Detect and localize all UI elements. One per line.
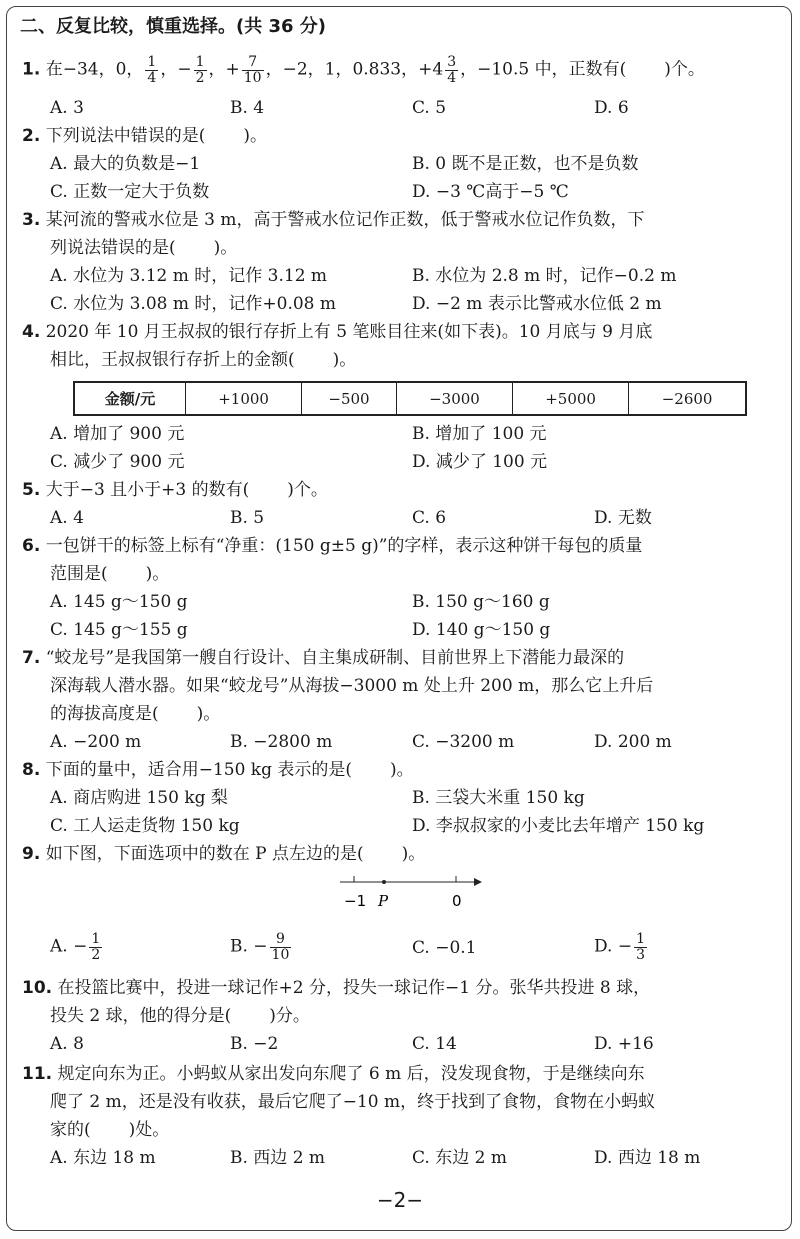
- q2-option-c[interactable]: C. 正数一定大于负数: [50, 182, 210, 202]
- q3-option-c[interactable]: C. 水位为 3.08 m 时，记作+0.08 m: [50, 294, 337, 314]
- label-p: P: [378, 892, 389, 910]
- q8-option-c[interactable]: C. 工人运走货物 150 kg: [50, 816, 240, 836]
- q9-option-c[interactable]: C. −0.1: [412, 938, 477, 958]
- q11-option-d[interactable]: D. 西边 18 m: [594, 1148, 701, 1168]
- question-11-stem: 11. 规定向东为正。小蚂蚁从家出发向东爬了 6 m 后，没发现食物，于是继续向东: [22, 1064, 645, 1084]
- table-cell: −500: [302, 382, 397, 415]
- table-cell: −3000: [396, 382, 512, 415]
- q1-option-c[interactable]: C. 5: [412, 98, 447, 118]
- q5-option-a[interactable]: A. 4: [50, 508, 84, 528]
- question-4-stem-line2: 相比，王叔叔银行存折上的金额( )。: [50, 350, 357, 370]
- q3-option-d[interactable]: D. −2 m 表示比警戒水位低 2 m: [412, 294, 662, 314]
- question-4-stem: 4. 2020 年 10 月王叔叔的银行存折上有 5 笔账目往来(如下表)。10 月底与 9 月底: [22, 322, 653, 342]
- q7-option-c[interactable]: C. −3200 m: [412, 732, 515, 752]
- q5-option-d[interactable]: D. 无数: [594, 508, 652, 528]
- question-5-stem: 5. 大于−3 且小于+3 的数有( )个。: [22, 480, 328, 500]
- q11-option-b[interactable]: B. 西边 2 m: [230, 1148, 326, 1168]
- fraction: $\frac{1}{2}$: [195, 54, 205, 86]
- question-7-stem-line2: 深海载人潜水器。如果“蛟龙号”从海拔−3000 m 处上升 200 m，那么它上升后: [50, 676, 654, 696]
- q10-option-c[interactable]: C. 14: [412, 1034, 457, 1054]
- table-cell: +5000: [513, 382, 629, 415]
- q7-option-a[interactable]: A. −200 m: [50, 732, 142, 752]
- q8-option-b[interactable]: B. 三袋大米重 150 kg: [412, 788, 585, 808]
- q8-option-a[interactable]: A. 商店购进 150 kg 梨: [50, 788, 228, 808]
- number-line: [336, 870, 486, 914]
- table-header: 金额/元: [74, 382, 186, 415]
- q8-option-d[interactable]: D. 李叔叔家的小麦比去年增产 150 kg: [412, 816, 705, 836]
- q3-option-a[interactable]: A. 水位为 3.12 m 时，记作 3.12 m: [50, 266, 328, 286]
- q10-option-b[interactable]: B. −2: [230, 1034, 279, 1054]
- q10-option-a[interactable]: A. 8: [50, 1034, 84, 1054]
- q6-option-b[interactable]: B. 150 g～160 g: [412, 592, 550, 612]
- q5-option-b[interactable]: B. 5: [230, 508, 265, 528]
- q9-option-d[interactable]: D. − $\frac{1}{3}$: [594, 931, 645, 963]
- q10-option-d[interactable]: D. +16: [594, 1034, 654, 1054]
- question-10-stem: 10. 在投篮比赛中，投进一球记作+2 分，投失一球记作−1 分。张华共投进 8 球，: [22, 978, 651, 998]
- q1-option-b[interactable]: B. 4: [230, 98, 265, 118]
- table-row: [74, 382, 746, 415]
- question-3-stem: 3. 某河流的警戒水位是 3 m，高于警戒水位记作正数，低于警戒水位记作负数，下: [22, 210, 645, 230]
- q5-option-c[interactable]: C. 6: [412, 508, 447, 528]
- question-3-stem-line2: 列说法错误的是( )。: [50, 238, 238, 258]
- q6-option-a[interactable]: A. 145 g～150 g: [50, 592, 188, 612]
- section-title: 二、反复比较，慎重选择。(共 36 分): [20, 16, 327, 37]
- question-number: 1.: [22, 59, 41, 80]
- q2-option-d[interactable]: D. −3 ℃高于−5 ℃: [412, 182, 569, 202]
- q4-option-d[interactable]: D. 减少了 100 元: [412, 452, 548, 472]
- q6-option-c[interactable]: C. 145 g～155 g: [50, 620, 188, 640]
- q9-option-b[interactable]: B. − $\frac{9}{10}$: [230, 931, 290, 963]
- label-minus-one: −1: [344, 892, 367, 910]
- q7-option-d[interactable]: D. 200 m: [594, 732, 672, 752]
- question-6-stem: 6. 一包饼干的标签上标有“净重：(150 g±5 g)”的字样，表示这种饼干每包的质量: [22, 536, 643, 556]
- question-7-stem: 7. “蛟龙号”是我国第一艘自行设计、自主集成研制、目前世界上下潜能力最深的: [22, 648, 625, 668]
- q9-option-a[interactable]: A. − $\frac{1}{2}$: [50, 931, 101, 963]
- q1-option-d[interactable]: D. 6: [594, 98, 629, 118]
- axis-arrow: [474, 878, 482, 886]
- page-number: −2−: [376, 1188, 424, 1212]
- q4-option-a[interactable]: A. 增加了 900 元: [50, 424, 185, 444]
- question-1-stem: 1. 在−34，0， $\frac{1}{4}$ ，− $\frac{1}{2}$ ，+ $\frac{7}{10}$ ，−2，1，0.833，+4 $\frac{3}{4}$ ，−10.5 中，正数有( )个。: [22, 54, 705, 86]
- account-table: [73, 381, 747, 416]
- question-6-stem-line2: 范围是( )。: [50, 564, 170, 584]
- q7-option-b[interactable]: B. −2800 m: [230, 732, 333, 752]
- table-cell: +1000: [186, 382, 302, 415]
- question-10-stem-line2: 投失 2 球，他的得分是( )分。: [50, 1006, 310, 1026]
- q2-option-b[interactable]: B. 0 既不是正数，也不是负数: [412, 154, 639, 174]
- question-11-stem-line3: 家的( )处。: [50, 1120, 170, 1140]
- fraction: $\frac{7}{10}$: [243, 54, 262, 86]
- question-11-stem-line2: 爬了 2 m，还是没有收获，最后它爬了−10 m，终于找到了食物，食物在小蚂蚁: [50, 1092, 656, 1112]
- q2-option-a[interactable]: A. 最大的负数是−1: [50, 154, 201, 174]
- fraction: $\frac{1}{2}$: [91, 931, 101, 963]
- fraction: $\frac{3}{4}$: [447, 54, 457, 86]
- q1-option-a[interactable]: A. 3: [50, 98, 84, 118]
- question-8-stem: 8. 下面的量中，适合用−150 kg 表示的是( )。: [22, 760, 414, 780]
- q6-option-d[interactable]: D. 140 g～150 g: [412, 620, 551, 640]
- question-7-stem-line3: 的海拔高度是( )。: [50, 704, 221, 724]
- fraction: $\frac{9}{10}$: [271, 931, 290, 963]
- fraction: $\frac{1}{3}$: [636, 931, 645, 963]
- point-p: [382, 880, 386, 884]
- table-cell: −2600: [629, 382, 746, 415]
- q11-option-a[interactable]: A. 东边 18 m: [50, 1148, 156, 1168]
- q3-option-b[interactable]: B. 水位为 2.8 m 时，记作−0.2 m: [412, 266, 677, 286]
- question-9-stem: 9. 如下图，下面选项中的数在 P 点左边的是( )。: [22, 844, 426, 864]
- label-zero: 0: [452, 892, 462, 910]
- q4-option-c[interactable]: C. 减少了 900 元: [50, 452, 185, 472]
- q4-option-b[interactable]: B. 增加了 100 元: [412, 424, 547, 444]
- q11-option-c[interactable]: C. 东边 2 m: [412, 1148, 507, 1168]
- fraction: $\frac{1}{4}$: [147, 54, 157, 86]
- question-2-stem: 2. 下列说法中错误的是( )。: [22, 126, 267, 146]
